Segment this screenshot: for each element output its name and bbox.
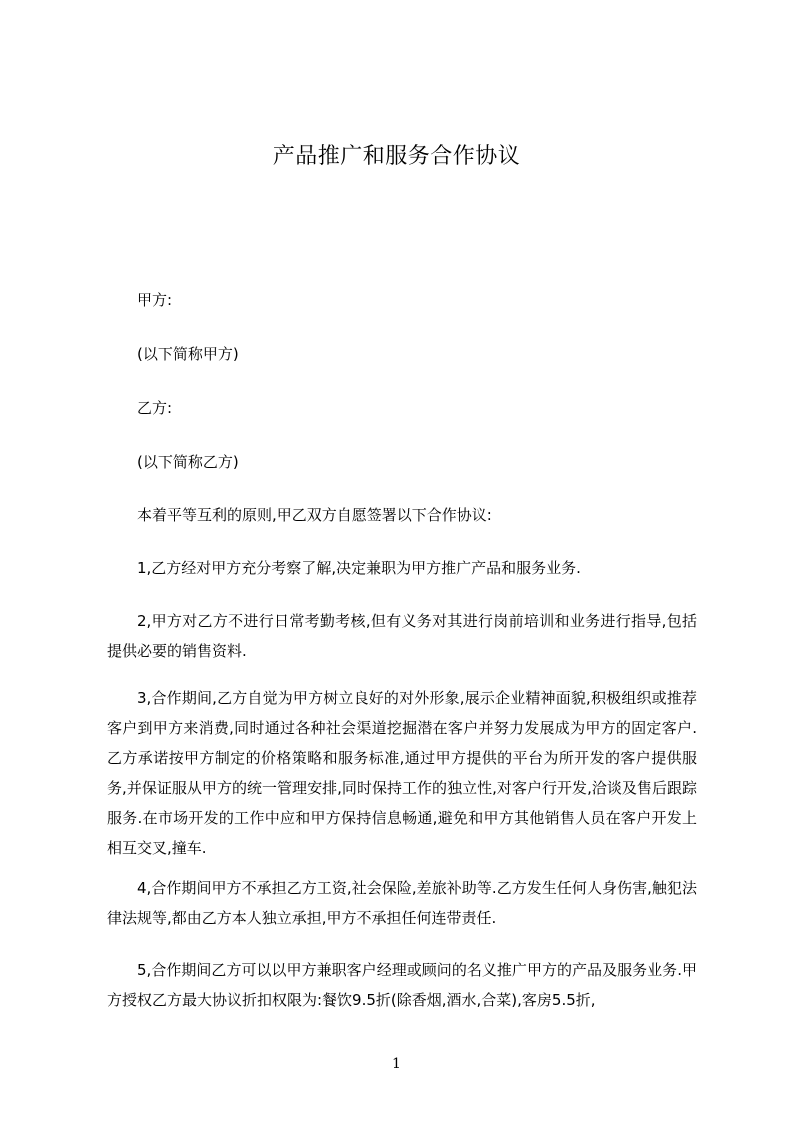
clause-4: 4,合作期间甲方不承担乙方工资,社会保险,差旅补助等.乙方发生任何人身伤害,触犯法律法规等,都由乙方本人独立承担,甲方不承担任何连带责任. <box>107 879 697 927</box>
document-title: 产品推广和服务合作协议 <box>272 144 521 169</box>
party-a-note: (以下简称甲方) <box>137 345 239 363</box>
party-b-note: (以下简称乙方) <box>137 453 239 471</box>
party-a-label: 甲方: <box>137 291 173 309</box>
preamble: 本着平等互利的原则,甲乙双方自愿签署以下合作协议: <box>137 506 492 524</box>
page-number: 1 <box>392 1056 401 1072</box>
clause-5: 5,合作期间乙方可以以甲方兼职客户经理或顾问的名义推广甲方的产品及服务业务.甲方授权乙方最大协议折扣权限为:餐饮9.5折(除香烟,酒水,合菜),客房5.5折, <box>107 961 697 1009</box>
clause-2: 2,甲方对乙方不进行日常考勤考核,但有义务对其进行岗前培训和业务进行指导,包括提供必要的销售资料. <box>107 612 697 660</box>
clause-3: 3,合作期间,乙方自觉为甲方树立良好的对外形象,展示企业精神面貌,积极组织或推荐客户到甲方来消费,同时通过各种社会渠道挖掘潜在客户并努力发展成为甲方的固定客户.乙方承诺按甲方制定的价格策略和服务标准,通过甲方提供的平台为所开发的客户提供服务,并保证服从甲方的统一管理安排,同时保持工作的独立性,对客户行开发,洽谈及售后跟踪服务.在市场开发的工作中应和甲方保持信息畅通,避免和甲方其他销售人员在客户开发上相互交叉,撞车. <box>107 689 697 857</box>
party-b-label: 乙方: <box>137 399 173 417</box>
clause-1: 1,乙方经对甲方充分考察了解,决定兼职为甲方推广产品和服务业务. <box>137 559 581 577</box>
